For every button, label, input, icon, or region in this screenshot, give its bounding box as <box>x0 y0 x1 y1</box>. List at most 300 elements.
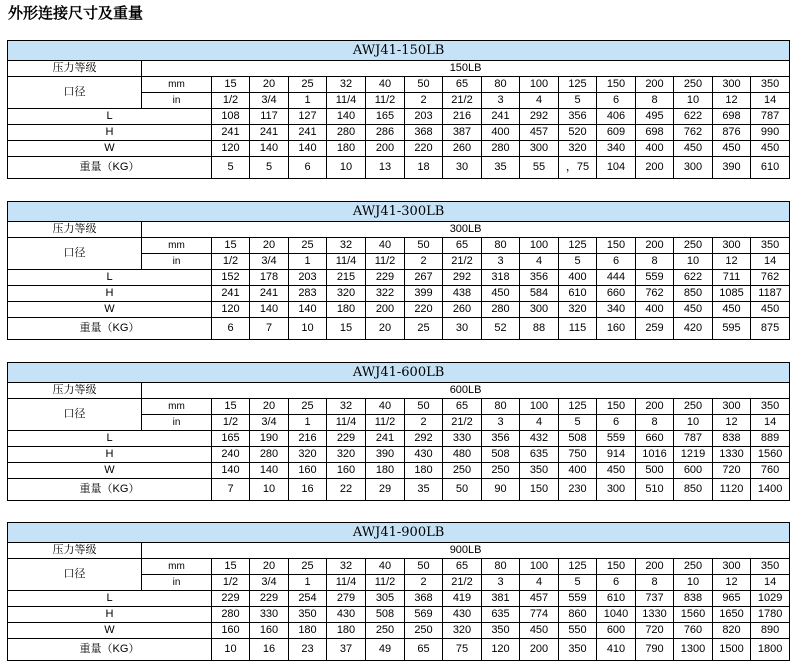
weight-cell: 65 <box>405 639 443 661</box>
dimension-row-w <box>8 463 790 479</box>
dimension-cell: 400 <box>482 125 520 141</box>
dimension-cell: 241 <box>366 431 405 447</box>
size-mm-cell: 250 <box>674 399 713 415</box>
dimension-cell: 400 <box>559 270 597 286</box>
weight-cell: 25 <box>405 318 443 340</box>
dimension-cell: 280 <box>482 302 520 318</box>
dimension-cell: 610 <box>597 591 636 607</box>
size-in-cell: 11/2 <box>366 415 405 431</box>
size-in-cell: 1 <box>289 93 327 109</box>
dimension-cell: 850 <box>674 286 713 302</box>
size-mm-cell: 50 <box>405 77 443 93</box>
dimension-cell: 108 <box>212 109 250 125</box>
dimension-cell: 838 <box>713 431 751 447</box>
dimension-row-l <box>8 431 790 447</box>
dimension-cell: 300 <box>520 302 559 318</box>
dimension-cell: 220 <box>405 141 443 157</box>
size-mm-cell: 40 <box>366 77 405 93</box>
size-mm-cell: 350 <box>751 238 790 254</box>
dimension-cell: 419 <box>443 591 482 607</box>
in-unit-label: in <box>142 415 212 431</box>
dimension-cell: 356 <box>482 431 520 447</box>
dimension-row-h <box>8 286 790 302</box>
size-in-cell: 14 <box>751 93 790 109</box>
weight-cell: 104 <box>597 157 636 179</box>
size-mm-cell: 350 <box>751 559 790 575</box>
pressure-value: 600LB <box>142 383 790 399</box>
dimension-cell: 320 <box>327 286 366 302</box>
dimension-cell: 1330 <box>713 447 751 463</box>
dimension-cell: 508 <box>559 431 597 447</box>
in-unit-label: in <box>142 93 212 109</box>
dimension-cell: 737 <box>636 591 674 607</box>
size-mm-row <box>8 399 790 415</box>
dimension-cell: 241 <box>212 286 250 302</box>
size-in-cell: 1/2 <box>212 93 250 109</box>
weight-cell: 420 <box>674 318 713 340</box>
size-in-cell: 11/2 <box>366 254 405 270</box>
weight-cell: 300 <box>674 157 713 179</box>
weight-row <box>8 318 790 340</box>
dimension-cell: 569 <box>405 607 443 623</box>
size-mm-cell: 150 <box>597 77 636 93</box>
dimension-cell: 180 <box>405 463 443 479</box>
weight-cell: 850 <box>674 479 713 501</box>
dimension-cell: 762 <box>674 125 713 141</box>
size-in-cell: 21/2 <box>443 93 482 109</box>
spec-table <box>7 522 790 661</box>
dimension-cell: 660 <box>636 431 674 447</box>
table-title-row <box>8 363 790 383</box>
size-mm-cell: 20 <box>250 399 289 415</box>
spec-table <box>7 362 790 501</box>
size-mm-row <box>8 559 790 575</box>
size-mm-cell: 150 <box>597 399 636 415</box>
pressure-label: 压力等级 <box>8 383 142 399</box>
dimension-cell: 318 <box>482 270 520 286</box>
dimension-cell: 450 <box>520 623 559 639</box>
weight-cell: 410 <box>597 639 636 661</box>
dimension-label: L <box>8 270 212 286</box>
dimension-cell: 760 <box>674 623 713 639</box>
dimension-cell: 117 <box>250 109 289 125</box>
dimension-cell: 390 <box>366 447 405 463</box>
page-title: 外形连接尺寸及重量 <box>8 4 144 22</box>
weight-cell: 300 <box>597 479 636 501</box>
mm-unit-label: mm <box>142 238 212 254</box>
weight-cell: ，75 <box>559 157 597 179</box>
weight-cell: 75 <box>443 639 482 661</box>
dimension-cell: 914 <box>597 447 636 463</box>
dimension-cell: 320 <box>327 447 366 463</box>
size-mm-cell: 100 <box>520 238 559 254</box>
size-mm-cell: 300 <box>713 77 751 93</box>
dimension-cell: 180 <box>327 141 366 157</box>
pressure-row <box>8 61 790 77</box>
dimension-cell: 876 <box>713 125 751 141</box>
dimension-cell: 322 <box>366 286 405 302</box>
dimension-cell: 480 <box>443 447 482 463</box>
dimension-cell: 140 <box>250 141 289 157</box>
pressure-row <box>8 383 790 399</box>
dimension-cell: 450 <box>713 302 751 318</box>
dimension-cell: 559 <box>597 431 636 447</box>
dimension-cell: 368 <box>405 591 443 607</box>
dimension-cell: 500 <box>636 463 674 479</box>
dimension-cell: 400 <box>636 302 674 318</box>
size-mm-cell: 125 <box>559 238 597 254</box>
dimension-cell: 1085 <box>713 286 751 302</box>
dimension-cell: 387 <box>443 125 482 141</box>
size-mm-cell: 250 <box>674 559 713 575</box>
dimension-cell: 1560 <box>751 447 790 463</box>
weight-cell: 390 <box>713 157 751 179</box>
dimension-cell: 1040 <box>597 607 636 623</box>
dimension-label: L <box>8 431 212 447</box>
dimension-cell: 450 <box>482 286 520 302</box>
table-title: AWJ41-600LB <box>8 363 790 383</box>
dimension-cell: 1650 <box>713 607 751 623</box>
dimension-cell: 267 <box>405 270 443 286</box>
size-in-cell: 2 <box>405 415 443 431</box>
size-in-cell: 8 <box>636 254 674 270</box>
dimension-cell: 1016 <box>636 447 674 463</box>
dimension-cell: 190 <box>250 431 289 447</box>
weight-cell: 30 <box>443 157 482 179</box>
size-in-cell: 1/2 <box>212 415 250 431</box>
dimension-cell: 283 <box>289 286 327 302</box>
size-mm-cell: 350 <box>751 399 790 415</box>
weight-cell: 1500 <box>713 639 751 661</box>
weight-row <box>8 479 790 501</box>
dimension-row-h <box>8 447 790 463</box>
size-mm-cell: 250 <box>674 77 713 93</box>
weight-cell: 15 <box>327 318 366 340</box>
dimension-cell: 178 <box>250 270 289 286</box>
weight-cell: 22 <box>327 479 366 501</box>
dimension-cell: 450 <box>751 141 790 157</box>
size-mm-cell: 125 <box>559 559 597 575</box>
weight-cell: 1300 <box>674 639 713 661</box>
dimension-cell: 140 <box>327 109 366 125</box>
dimension-cell: 215 <box>327 270 366 286</box>
size-in-cell: 10 <box>674 415 713 431</box>
dimension-cell: 280 <box>327 125 366 141</box>
dimension-cell: 356 <box>559 109 597 125</box>
size-in-cell: 1/2 <box>212 254 250 270</box>
size-in-cell: 10 <box>674 254 713 270</box>
nominal-size-label: 口径 <box>8 77 142 109</box>
weight-cell: 6 <box>212 318 250 340</box>
size-mm-cell: 300 <box>713 559 751 575</box>
weight-cell: 30 <box>443 318 482 340</box>
dimension-cell: 140 <box>250 302 289 318</box>
dimension-label: L <box>8 591 212 607</box>
dimension-cell: 200 <box>366 141 405 157</box>
dimension-label: H <box>8 286 212 302</box>
size-in-cell: 3/4 <box>250 415 289 431</box>
weight-row <box>8 639 790 661</box>
dimension-cell: 1330 <box>636 607 674 623</box>
weight-cell: 875 <box>751 318 790 340</box>
dimension-row-l <box>8 109 790 125</box>
size-in-cell: 12 <box>713 93 751 109</box>
dimension-cell: 600 <box>597 623 636 639</box>
pressure-label: 压力等级 <box>8 222 142 238</box>
weight-cell: 7 <box>250 318 289 340</box>
dimension-cell: 368 <box>405 125 443 141</box>
dimension-cell: 450 <box>713 141 751 157</box>
dimension-cell: 180 <box>366 463 405 479</box>
weight-cell: 790 <box>636 639 674 661</box>
dimension-cell: 720 <box>713 463 751 479</box>
dimension-cell: 292 <box>443 270 482 286</box>
dimension-cell: 152 <box>212 270 250 286</box>
weight-cell: 55 <box>520 157 559 179</box>
weight-cell: 52 <box>482 318 520 340</box>
size-mm-cell: 200 <box>636 238 674 254</box>
dimension-cell: 381 <box>482 591 520 607</box>
dimension-cell: 450 <box>674 302 713 318</box>
dimension-label: W <box>8 623 212 639</box>
size-mm-cell: 20 <box>250 238 289 254</box>
dimension-cell: 400 <box>559 463 597 479</box>
weight-cell: 5 <box>250 157 289 179</box>
size-in-cell: 1 <box>289 254 327 270</box>
dimension-cell: 250 <box>443 463 482 479</box>
table-title: AWJ41-300LB <box>8 202 790 222</box>
weight-cell: 20 <box>366 318 405 340</box>
size-in-cell: 3 <box>482 415 520 431</box>
dimension-cell: 720 <box>636 623 674 639</box>
dimension-cell: 180 <box>327 302 366 318</box>
size-in-cell: 14 <box>751 415 790 431</box>
dimension-cell: 399 <box>405 286 443 302</box>
dimension-cell: 711 <box>713 270 751 286</box>
dimension-cell: 990 <box>751 125 790 141</box>
size-mm-cell: 300 <box>713 238 751 254</box>
size-in-cell: 11/4 <box>327 93 366 109</box>
size-mm-cell: 80 <box>482 238 520 254</box>
dimension-cell: 438 <box>443 286 482 302</box>
dimension-cell: 1187 <box>751 286 790 302</box>
dimension-cell: 1560 <box>674 607 713 623</box>
dimension-cell: 165 <box>366 109 405 125</box>
size-in-cell: 2 <box>405 93 443 109</box>
dimension-cell: 340 <box>597 302 636 318</box>
size-mm-cell: 25 <box>289 559 327 575</box>
dimension-cell: 160 <box>250 623 289 639</box>
size-in-cell: 5 <box>559 93 597 109</box>
dimension-cell: 279 <box>327 591 366 607</box>
size-mm-cell: 350 <box>751 77 790 93</box>
size-mm-cell: 150 <box>597 559 636 575</box>
size-in-cell: 3 <box>482 575 520 591</box>
dimension-label: W <box>8 463 212 479</box>
dimension-cell: 330 <box>443 431 482 447</box>
size-mm-cell: 15 <box>212 238 250 254</box>
weight-cell: 200 <box>520 639 559 661</box>
size-in-cell: 12 <box>713 575 751 591</box>
size-in-cell: 11/4 <box>327 254 366 270</box>
weight-cell: 610 <box>751 157 790 179</box>
size-mm-cell: 20 <box>250 559 289 575</box>
dimension-cell: 750 <box>559 447 597 463</box>
dimension-cell: 430 <box>405 447 443 463</box>
dimension-cell: 1029 <box>751 591 790 607</box>
size-in-cell: 2 <box>405 575 443 591</box>
dimension-cell: 216 <box>289 431 327 447</box>
dimension-cell: 250 <box>366 623 405 639</box>
dimension-cell: 444 <box>597 270 636 286</box>
dimension-cell: 216 <box>443 109 482 125</box>
dimension-label: W <box>8 302 212 318</box>
dimension-cell: 241 <box>212 125 250 141</box>
dimension-cell: 698 <box>713 109 751 125</box>
weight-cell: 88 <box>520 318 559 340</box>
dimension-cell: 400 <box>636 141 674 157</box>
nominal-size-label: 口径 <box>8 399 142 431</box>
size-mm-cell: 200 <box>636 559 674 575</box>
size-mm-cell: 200 <box>636 399 674 415</box>
dimension-cell: 762 <box>636 286 674 302</box>
dimension-cell: 1219 <box>674 447 713 463</box>
weight-label: 重量（KG） <box>8 639 212 661</box>
dimension-cell: 838 <box>674 591 713 607</box>
dimension-label: H <box>8 607 212 623</box>
size-in-cell: 11/4 <box>327 575 366 591</box>
weight-cell: 595 <box>713 318 751 340</box>
size-in-cell: 5 <box>559 415 597 431</box>
size-in-cell: 21/2 <box>443 254 482 270</box>
dimension-cell: 229 <box>250 591 289 607</box>
dimension-cell: 280 <box>250 447 289 463</box>
size-mm-cell: 150 <box>597 238 636 254</box>
spec-table <box>7 40 790 179</box>
size-in-cell: 10 <box>674 575 713 591</box>
dimension-cell: 160 <box>212 623 250 639</box>
size-mm-cell: 25 <box>289 399 327 415</box>
weight-cell: 35 <box>405 479 443 501</box>
size-in-cell: 4 <box>520 254 559 270</box>
dimension-cell: 140 <box>250 463 289 479</box>
dimension-cell: 127 <box>289 109 327 125</box>
dimension-cell: 203 <box>405 109 443 125</box>
size-mm-cell: 50 <box>405 399 443 415</box>
dimension-cell: 508 <box>366 607 405 623</box>
mm-unit-label: mm <box>142 77 212 93</box>
table-title-row <box>8 523 790 543</box>
dimension-row-l <box>8 591 790 607</box>
size-mm-cell: 65 <box>443 399 482 415</box>
size-mm-cell: 100 <box>520 77 559 93</box>
weight-cell: 7 <box>212 479 250 501</box>
size-in-cell: 3/4 <box>250 93 289 109</box>
size-mm-row <box>8 238 790 254</box>
dimension-cell: 559 <box>559 591 597 607</box>
pressure-value: 900LB <box>142 543 790 559</box>
size-in-cell: 21/2 <box>443 415 482 431</box>
size-in-cell: 5 <box>559 575 597 591</box>
dimension-cell: 300 <box>520 141 559 157</box>
weight-cell: 160 <box>597 318 636 340</box>
dimension-cell: 889 <box>751 431 790 447</box>
dimension-cell: 622 <box>674 109 713 125</box>
dimension-cell: 180 <box>327 623 366 639</box>
dimension-cell: 165 <box>212 431 250 447</box>
dimension-cell: 356 <box>520 270 559 286</box>
size-mm-cell: 80 <box>482 77 520 93</box>
size-in-cell: 12 <box>713 254 751 270</box>
dimension-cell: 120 <box>212 302 250 318</box>
dimension-cell: 660 <box>597 286 636 302</box>
dimension-cell: 180 <box>289 623 327 639</box>
dimension-cell: 286 <box>366 125 405 141</box>
dimension-cell: 430 <box>327 607 366 623</box>
dimension-cell: 430 <box>443 607 482 623</box>
weight-cell: 150 <box>520 479 559 501</box>
weight-cell: 23 <box>289 639 327 661</box>
dimension-label: H <box>8 447 212 463</box>
weight-cell: 16 <box>250 639 289 661</box>
dimension-cell: 350 <box>482 623 520 639</box>
dimension-cell: 635 <box>520 447 559 463</box>
weight-cell: 5 <box>212 157 250 179</box>
weight-cell: 6 <box>289 157 327 179</box>
size-in-cell: 6 <box>597 254 636 270</box>
size-in-cell: 14 <box>751 575 790 591</box>
weight-cell: 16 <box>289 479 327 501</box>
dimension-cell: 330 <box>250 607 289 623</box>
dimension-cell: 508 <box>482 447 520 463</box>
size-in-cell: 4 <box>520 575 559 591</box>
dimension-cell: 260 <box>443 302 482 318</box>
size-mm-cell: 32 <box>327 559 366 575</box>
dimension-cell: 760 <box>751 463 790 479</box>
dimension-row-l <box>8 270 790 286</box>
weight-cell: 10 <box>289 318 327 340</box>
size-in-cell: 11/2 <box>366 575 405 591</box>
weight-cell: 49 <box>366 639 405 661</box>
dimension-cell: 610 <box>559 286 597 302</box>
dimension-cell: 698 <box>636 125 674 141</box>
weight-cell: 259 <box>636 318 674 340</box>
dimension-cell: 860 <box>559 607 597 623</box>
table-title: AWJ41-900LB <box>8 523 790 543</box>
dimension-cell: 787 <box>674 431 713 447</box>
size-in-cell: 3 <box>482 93 520 109</box>
size-mm-row <box>8 77 790 93</box>
dimension-cell: 450 <box>751 302 790 318</box>
size-in-cell: 8 <box>636 93 674 109</box>
size-mm-cell: 80 <box>482 399 520 415</box>
dimension-cell: 450 <box>674 141 713 157</box>
dimension-cell: 774 <box>520 607 559 623</box>
pressure-label: 压力等级 <box>8 61 142 77</box>
in-unit-label: in <box>142 254 212 270</box>
weight-cell: 115 <box>559 318 597 340</box>
size-mm-cell: 15 <box>212 77 250 93</box>
dimension-cell: 160 <box>327 463 366 479</box>
weight-cell: 10 <box>327 157 366 179</box>
dimension-cell: 457 <box>520 591 559 607</box>
weight-cell: 18 <box>405 157 443 179</box>
weight-cell: 510 <box>636 479 674 501</box>
dimension-cell: 250 <box>405 623 443 639</box>
dimension-cell: 609 <box>597 125 636 141</box>
weight-cell: 200 <box>636 157 674 179</box>
weight-cell: 10 <box>212 639 250 661</box>
